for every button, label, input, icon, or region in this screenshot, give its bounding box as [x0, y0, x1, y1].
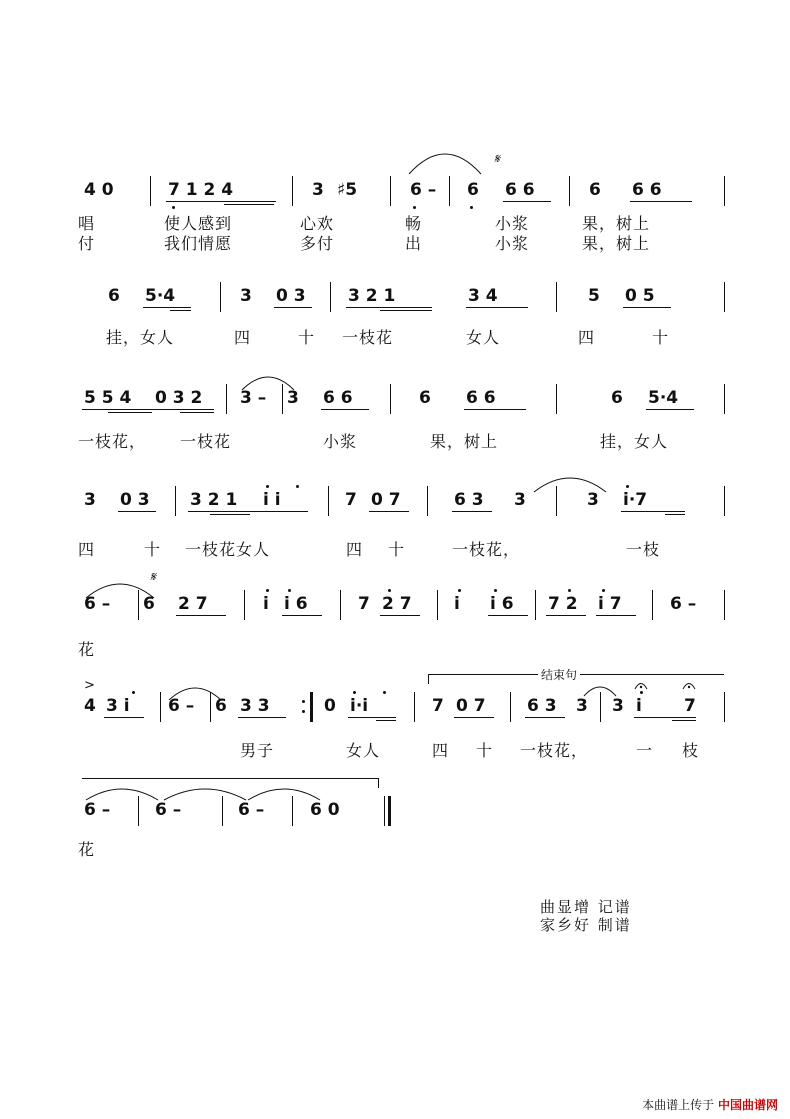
note: 3 — [612, 696, 624, 716]
note: 6 6 — [632, 180, 662, 200]
underline — [369, 511, 409, 512]
underline — [210, 514, 250, 515]
note: i 7 — [598, 594, 622, 614]
note: 6 – — [670, 594, 697, 614]
note: 6 – — [410, 180, 437, 200]
barline — [244, 590, 245, 620]
accent-mark: > — [84, 678, 95, 693]
note: 6 — [215, 696, 227, 716]
lyric: 一枝花， — [78, 432, 147, 451]
underline — [188, 511, 308, 512]
underline — [348, 717, 396, 718]
underline — [82, 409, 214, 410]
lyrics-row-7 — [0, 837, 790, 863]
note: 6 6 — [505, 180, 535, 200]
high-octave-dot — [494, 589, 497, 592]
underline — [525, 717, 565, 718]
barline — [390, 384, 391, 414]
barline — [160, 692, 161, 722]
high-octave-dot — [383, 691, 386, 694]
credit-engraver: 家乡好 制谱 — [540, 916, 632, 934]
high-octave-dot — [353, 691, 356, 694]
high-octave-dot — [266, 589, 269, 592]
lyric: 四 — [78, 540, 96, 559]
lyric: 畅 — [405, 214, 423, 233]
high-octave-dot — [288, 589, 291, 592]
high-octave-dot — [266, 485, 269, 488]
note: 5 — [588, 286, 600, 306]
lyric: 一枝花 — [342, 328, 394, 347]
lyric: 女人 — [346, 741, 381, 760]
underline — [166, 201, 276, 202]
lyric: 四 — [578, 328, 596, 347]
lyric: 十 — [652, 328, 670, 347]
note: 3 2 1 — [348, 286, 396, 306]
underline — [665, 514, 685, 515]
lyric: 花 — [78, 640, 96, 659]
underline — [321, 409, 369, 410]
score-row-4 — [0, 490, 790, 516]
underline — [224, 204, 274, 205]
barline — [535, 590, 536, 620]
underline — [104, 717, 144, 718]
barline — [390, 176, 391, 206]
high-octave-dot — [568, 589, 571, 592]
barline — [292, 176, 293, 206]
underline — [634, 717, 696, 718]
note: 7 — [684, 696, 696, 716]
lyric: 十 — [298, 328, 316, 347]
lyrics-row-6 — [0, 738, 790, 764]
low-octave-dot — [470, 206, 473, 209]
tie — [244, 782, 324, 802]
note: i 6 — [490, 594, 514, 614]
barline — [724, 282, 725, 312]
underline — [464, 409, 526, 410]
barline — [175, 486, 176, 516]
barline — [556, 384, 557, 414]
lyric: 四 — [432, 741, 450, 760]
barline — [220, 282, 221, 312]
slur — [580, 680, 620, 698]
underline — [376, 720, 396, 721]
underline — [108, 412, 152, 413]
slur — [530, 470, 610, 494]
final-barline — [384, 796, 385, 826]
slur — [165, 680, 225, 702]
underline — [672, 720, 696, 721]
note: 4 0 — [84, 180, 114, 200]
note: 3 — [587, 490, 599, 510]
note: 7 — [432, 696, 444, 716]
high-octave-dot — [296, 485, 299, 488]
high-octave-dot — [132, 691, 135, 694]
note: 3 – — [240, 388, 267, 408]
lyric: 果，树上 — [582, 214, 651, 233]
score-row-3 — [0, 388, 790, 414]
lyric: 十 — [144, 540, 162, 559]
note: 2 7 — [382, 594, 412, 614]
note: 6 – — [238, 800, 265, 820]
lyric: 一枝花女人 — [185, 540, 271, 559]
lyric: 一枝 — [626, 540, 661, 559]
note: i·i — [350, 696, 369, 716]
underline — [170, 310, 191, 311]
underline — [176, 615, 226, 616]
score-row-1 — [0, 180, 790, 206]
barline — [724, 590, 725, 620]
lyric: 一枝花 — [180, 432, 232, 451]
ending-label: 结束句 — [538, 666, 580, 683]
tie — [160, 782, 250, 802]
lyric: 挂，女人 — [106, 328, 175, 347]
note: 6 6 — [323, 388, 353, 408]
barline — [226, 384, 227, 414]
note: 3 — [312, 180, 324, 200]
fermata-icon — [634, 680, 648, 690]
barline — [556, 282, 557, 312]
note: 3 i — [106, 696, 130, 716]
slur — [82, 576, 158, 600]
underline — [282, 615, 322, 616]
lyric: 多付 — [300, 234, 335, 253]
note: 3 — [514, 490, 526, 510]
note: i 6 — [284, 594, 308, 614]
underline — [143, 307, 191, 308]
note: 6 – — [84, 800, 111, 820]
barline — [724, 692, 725, 722]
lyric: 唱 — [78, 214, 96, 233]
lyrics-row-4 — [0, 537, 790, 563]
note: 6 – — [155, 800, 182, 820]
repeat-dot — [302, 710, 305, 713]
note: 7 — [358, 594, 370, 614]
barline — [449, 176, 450, 206]
barline — [330, 282, 331, 312]
tie — [82, 782, 162, 802]
note: ♯5 — [337, 180, 358, 200]
underline — [596, 615, 636, 616]
underline — [546, 615, 586, 616]
barline — [724, 486, 725, 516]
lyric: 一枝花， — [520, 741, 589, 760]
ending-bracket — [82, 778, 378, 779]
lyric: 四 — [234, 328, 252, 347]
note: 0 — [324, 696, 336, 716]
note: 3 — [240, 286, 252, 306]
note: 3 — [287, 388, 299, 408]
lyric: 枝 — [682, 741, 700, 760]
lyric: 出 — [405, 234, 423, 253]
score-row-6 — [0, 696, 790, 722]
lyric: 小浆 — [323, 432, 358, 451]
underline — [466, 307, 528, 308]
high-octave-dot — [640, 691, 643, 694]
note: 6 — [589, 180, 601, 200]
final-barline — [388, 796, 391, 826]
note: 3 — [576, 696, 588, 716]
slur — [405, 140, 485, 176]
note: 2 7 — [178, 594, 208, 614]
note: 5·4 — [145, 286, 176, 306]
note: 7 2 — [548, 594, 578, 614]
footer-text: 本曲谱上传于 — [642, 1098, 715, 1112]
repeat-barline — [310, 692, 313, 722]
note: 0 7 — [371, 490, 401, 510]
barline — [340, 590, 341, 620]
ending-bracket-hook — [428, 674, 429, 684]
barline — [328, 486, 329, 516]
high-octave-dot — [602, 589, 605, 592]
barline — [150, 176, 151, 206]
note: 3 2 1 — [190, 490, 238, 510]
lyric: 一枝花， — [452, 540, 521, 559]
underline — [623, 307, 671, 308]
note: i — [454, 594, 460, 614]
note: 0 7 — [456, 696, 486, 716]
lyric: 小浆 — [495, 234, 530, 253]
footer — [642, 1096, 778, 1113]
credit-transcriber: 曲显增 记谱 — [540, 898, 632, 916]
underline — [452, 511, 492, 512]
barline — [437, 590, 438, 620]
note: i·7 — [623, 490, 648, 510]
lyrics-row-5 — [0, 637, 790, 663]
lyric: 花 — [78, 840, 96, 859]
lyric: 一 — [636, 741, 654, 760]
lyric: 果，树上 — [430, 432, 499, 451]
lyric: 挂，女人 — [600, 432, 669, 451]
note: 5·4 — [648, 388, 679, 408]
note: i — [263, 594, 269, 614]
ending-bracket-hook — [378, 778, 379, 788]
note: 0 3 — [120, 490, 150, 510]
note: 4 — [84, 696, 96, 716]
high-octave-dot — [626, 485, 629, 488]
score-row-2 — [0, 286, 790, 312]
lyric: 使人感到 — [164, 214, 233, 233]
high-octave-dot — [458, 589, 461, 592]
barline — [569, 176, 570, 206]
note: 6 — [611, 388, 623, 408]
low-octave-dot — [172, 206, 175, 209]
note: 6 3 — [527, 696, 557, 716]
lyric: 我们情愿 — [164, 234, 233, 253]
note: i — [636, 696, 642, 716]
note: 6 – — [168, 696, 195, 716]
note: 6 0 — [310, 800, 340, 820]
lyric: 小浆 — [495, 214, 530, 233]
note: 3 3 — [240, 696, 270, 716]
low-octave-dot — [413, 206, 416, 209]
lyric: 四 — [346, 540, 364, 559]
underline — [503, 201, 551, 202]
segno-icon: 𝄋 — [494, 152, 500, 167]
lyric: 果，树上 — [582, 234, 651, 253]
lyric: 付 — [78, 234, 96, 253]
underline — [488, 615, 528, 616]
lyrics-row-3 — [0, 429, 790, 455]
note: i i — [263, 490, 281, 510]
barline — [652, 590, 653, 620]
note: 0 5 — [625, 286, 655, 306]
note: 6 — [143, 594, 155, 614]
segno-icon: 𝄋 — [150, 570, 156, 585]
lyric: 男子 — [240, 741, 275, 760]
barline — [510, 692, 511, 722]
note: 6 — [419, 388, 431, 408]
underline — [118, 511, 156, 512]
repeat-dot — [302, 700, 305, 703]
underline — [380, 310, 432, 311]
underline — [238, 717, 286, 718]
underline — [346, 307, 432, 308]
note: 7 — [345, 490, 357, 510]
note: 6 — [108, 286, 120, 306]
note: 6 — [467, 180, 479, 200]
high-octave-dot — [388, 589, 391, 592]
lyric: 十 — [388, 540, 406, 559]
note: 6 – — [84, 594, 111, 614]
note: 0 3 2 — [155, 388, 203, 408]
lyrics-row-2 — [0, 325, 790, 351]
lyric: 十 — [476, 741, 494, 760]
note: 7 1 2 4 — [168, 180, 234, 200]
barline — [427, 486, 428, 516]
note: 3 4 — [468, 286, 498, 306]
lyrics-row-1-verse-2 — [0, 231, 790, 257]
site-logo[interactable]: 中国曲谱网 — [717, 1098, 778, 1112]
fermata-icon — [682, 680, 696, 690]
slur — [238, 368, 298, 392]
underline — [180, 412, 214, 413]
underline — [274, 307, 312, 308]
note: 6 3 — [454, 490, 484, 510]
barline — [724, 384, 725, 414]
lyric: 女人 — [466, 328, 501, 347]
underline — [630, 201, 692, 202]
barline — [414, 692, 415, 722]
underline — [454, 717, 494, 718]
score-row-7 — [0, 800, 790, 826]
underline — [646, 409, 694, 410]
note: 0 3 — [276, 286, 306, 306]
note: 3 — [84, 490, 96, 510]
underline — [621, 511, 685, 512]
underline — [380, 615, 420, 616]
barline — [724, 176, 725, 206]
lyric: 心欢 — [300, 214, 335, 233]
note: 6 6 — [466, 388, 496, 408]
note: 5 5 4 — [84, 388, 132, 408]
